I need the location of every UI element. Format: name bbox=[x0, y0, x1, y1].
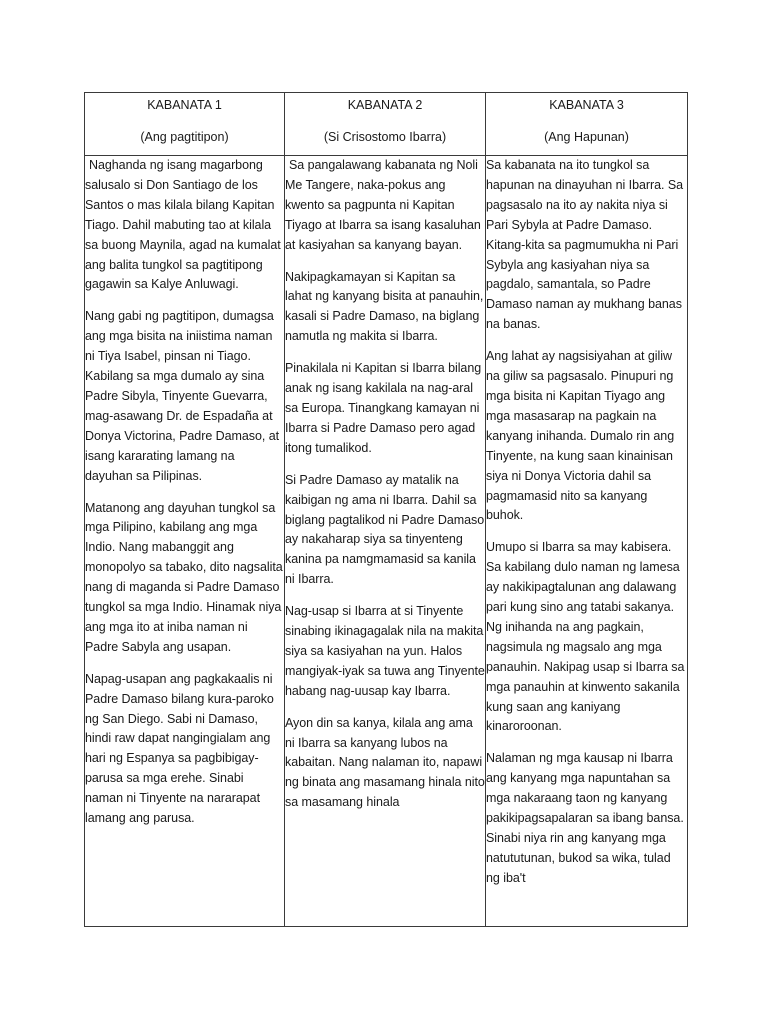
summary-paragraph: Ayon din sa kanya, kilala ang ama ni Ibarra sa kanyang lubos na kabaitan. Nang nalaman ito, napawi ng binata ang masamang hinala nito sa masamang hinala bbox=[285, 715, 485, 810]
summary-cell-kabanata-2 bbox=[285, 156, 486, 927]
summary-paragraph: Nang gabi ng pagtitipon, dumagsa ang mga bisita na iniistima naman ni Tiya Isabel, pinsan ni Tiago. Kabilang sa mga dumalo ay sina Padre Sibyla, Tinyente Guevarra, mag-asawang Dr. de Espadaña at Donya Victorina, Padre Damaso, at isang kararating lamang na dayuhan sa Pilipinas. bbox=[85, 309, 280, 483]
summary-paragraph: Si Padre Damaso ay matalik na kaibigan ng ama ni Ibarra. Dahil sa biglang pagtalikod ni Padre Damaso ay nakaharap siya sa tinyenteng kanina pa namgmamasid sa kanila ni Ibarra. bbox=[285, 472, 485, 587]
table-body-row bbox=[85, 156, 688, 927]
summary-paragraph: Ang lahat ay nagsisiyahan at giliw na giliw sa pagsasalo. Pinupuri ng mga bisita ni Kapitan Tiyago ang mga masasarap na pagkain na kanyang inihanda. Dumalo rin ang Tinyente, na kung saan kinainisan siya ni Donya Victoria dahil sa pagmamasid nito sa kanyang buhok. bbox=[486, 349, 675, 523]
chapter-subtitle: (Ang pagtitipon) bbox=[140, 130, 229, 144]
chapter-title: KABANATA 1 bbox=[147, 98, 222, 112]
summary-paragraph: Nakipagkamayan si Kapitan sa lahat ng kanyang bisita at panauhin, kasali si Padre Damaso, na biglang namutla ng makita si Ibarra. bbox=[285, 269, 484, 344]
column-header-kabanata-2 bbox=[285, 93, 486, 156]
summary-paragraph: Matanong ang dayuhan tungkol sa mga Pilipino, kabilang ang mga Indio. Nang mabanggit ang monopolyo sa tabako, dito nagsalita nang di maganda si Padre Damaso tungkol sa mga Indio. Hinamak niya ang mga ito at iniba naman ni Padre Sabyla ang usapan. bbox=[85, 500, 283, 654]
summary-paragraph: Umupo si Ibarra sa may kabisera. Sa kabilang dulo naman ng lamesa ay nakikipagtalunan ang dalawang pari kung sino ang tatabi sakanya. Ng inihanda na ang pagkain, nagsimula ng magsalo ang mga panauhin. Nakipag usap si Ibarra sa mga panauhin at kinwento sakanila kung saan ang kaniyang kinaroroonan. bbox=[486, 540, 685, 734]
summary-paragraph: Sa kabanata na ito tungkol sa hapunan na dinayuhan ni Ibarra. Sa pagsasalo na ito ay nakita niya si Pari Sybyla at Padre Damaso. Kitang-kita sa pagmumukha ni Pari Sybyla ang kasiyahan niya sa pagdalo, samantala, so Padre Damaso naman ay mukhang banas na banas. bbox=[486, 158, 684, 332]
chapter-title: KABANATA 2 bbox=[347, 98, 423, 112]
summary-cell-kabanata-1 bbox=[85, 156, 285, 927]
document-page bbox=[84, 92, 687, 927]
summary-paragraph: Naghanda ng isang magarbong salusalo si Don Santiago de los Santos o mas kilala bilang Kapitan Tiago. Dahil mabuting tao at kilala sa buong Maynila, agad na kumalat ang balita tungkol sa pagtitipong gagawin sa Kalye Anluwagi. bbox=[85, 158, 281, 292]
summary-paragraph: Nag-usap si Ibarra at si Tinyente sinabing ikinagagalak nila na makita siya sa kasiyahan na yun. Halos mangiyak-iyak sa tuwa ang Tinyente habang nag-uusap kay Ibarra. bbox=[285, 604, 485, 698]
chapter-subtitle: (Si Crisostomo Ibarra) bbox=[323, 130, 447, 144]
summary-paragraph: Nalaman ng mga kausap ni Ibarra ang kanyang mga napuntahan sa mga nakaraang taon ng kanyang pakikipagsapalaran sa ibang bansa. Sinabi niya rin ang kanyang mga natututunan, bukod sa wika, tulad ng iba't bbox=[486, 751, 684, 885]
table-header-row bbox=[85, 93, 688, 156]
summary-cell-kabanata-3 bbox=[486, 156, 688, 927]
summary-paragraph: Pinakilala ni Kapitan si Ibarra bilang anak ng isang kakilala na nag-aral sa Europa. Tinangkang kamayan ni Ibarra si Padre Damaso pero agad itong tumalikod. bbox=[285, 361, 482, 455]
column-header-kabanata-1 bbox=[85, 93, 285, 156]
summary-paragraph: Sa pangalawang kabanata ng Noli Me Tangere, naka-pokus ang kwento sa pagpunta ni Kapitan Tiyago at Ibarra sa isang kasaluhan at kasiyahan sa kanyang bayan. bbox=[285, 158, 481, 252]
chapter-summary-table bbox=[84, 92, 688, 927]
column-header-kabanata-3 bbox=[486, 93, 688, 156]
summary-paragraph: Napag-usapan ang pagkakaalis ni Padre Damaso bilang kura-paroko ng San Diego. Sabi ni Damaso, hindi raw dapat nangingialam ang hari ng Espanya sa pagbibigay- parusa sa mga erehe. Sinabi naman ni Tinyente na nararapat lamang ang parusa. bbox=[85, 671, 274, 826]
chapter-title: KABANATA 3 bbox=[549, 98, 624, 112]
chapter-subtitle: (Ang Hapunan) bbox=[544, 130, 629, 144]
